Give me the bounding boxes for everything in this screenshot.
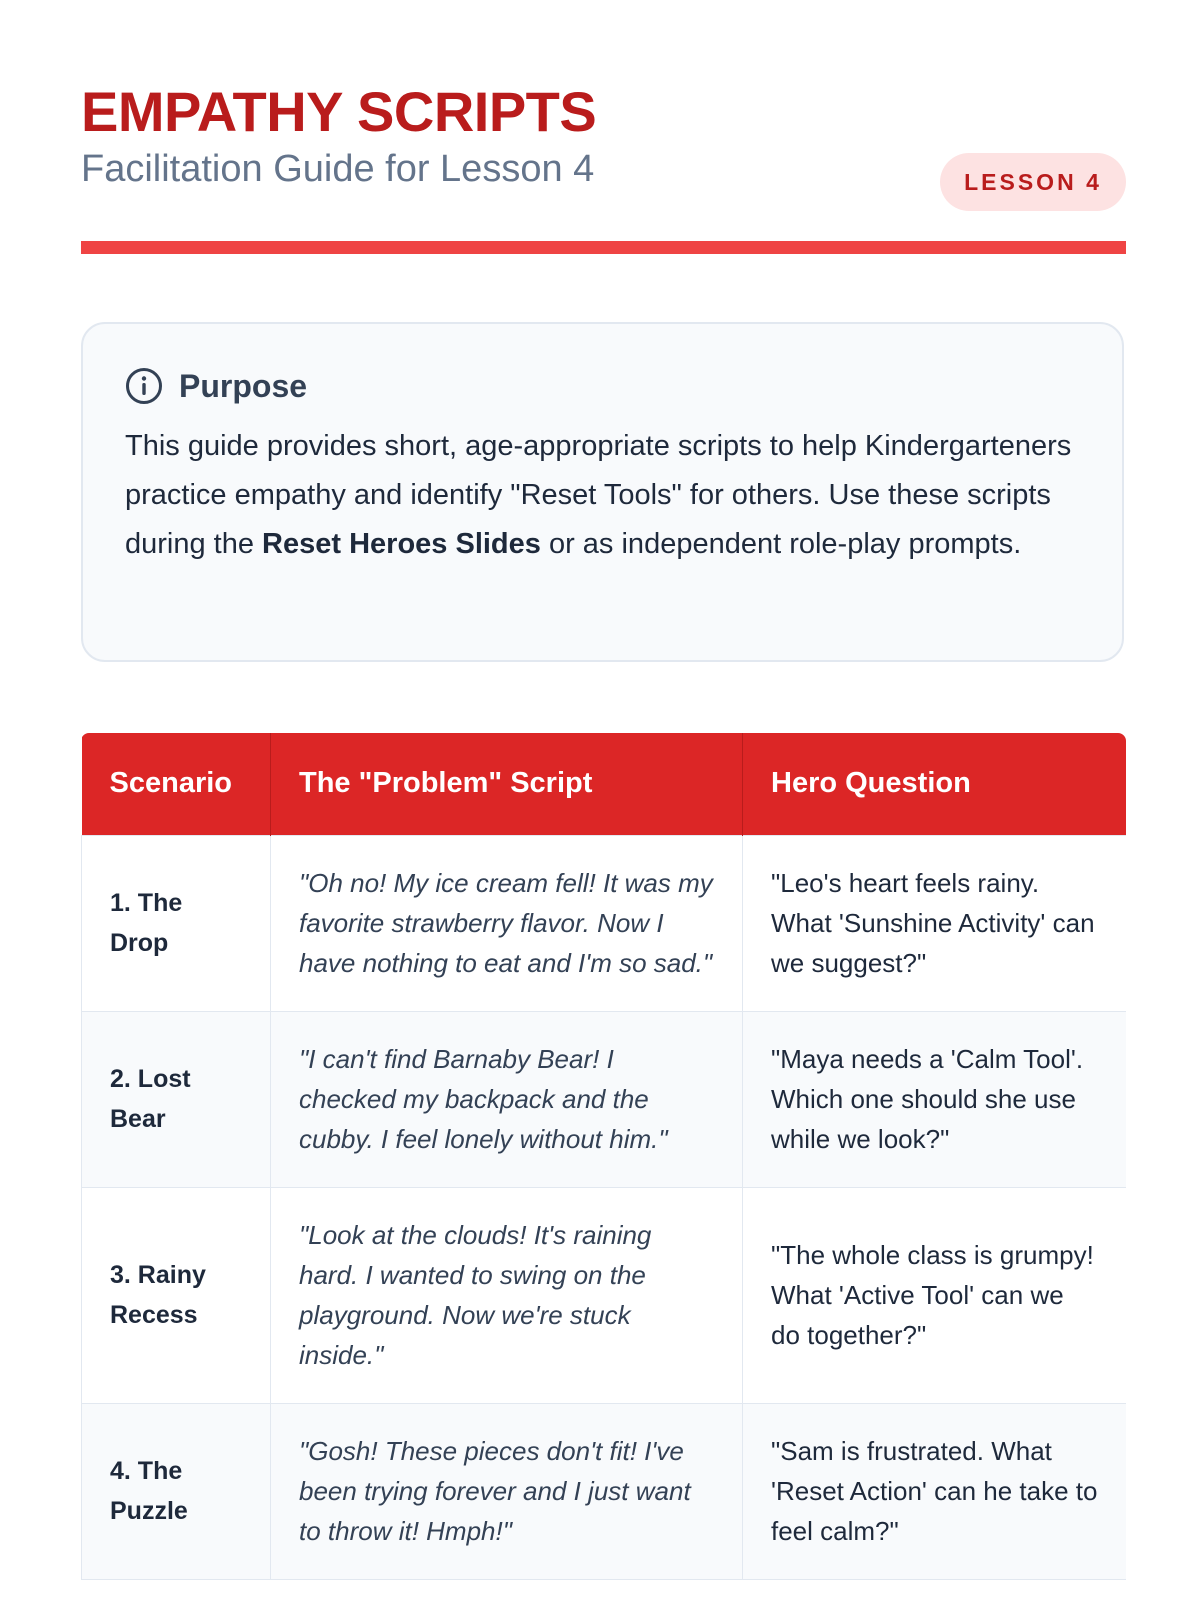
table-row bbox=[82, 1187, 1127, 1403]
purpose-card bbox=[81, 322, 1124, 662]
purpose-text-highlight: Reset Heroes Slides bbox=[262, 528, 541, 560]
question-cell: "Sam is frustrated. What 'Reset Action' can he take to feel calm?" bbox=[743, 1403, 1127, 1579]
header-divider bbox=[81, 241, 1126, 254]
script-cell: "Look at the clouds! It's raining hard. I wanted to swing on the playground. Now we're stuck inside." bbox=[271, 1187, 743, 1403]
purpose-text-start: This guide provides short, age-appropriate scripts to help Kindergarteners practice empathy and identify "Reset Tools" for others. Use these scripts during the bbox=[125, 430, 1072, 560]
script-cell: "I can't find Barnaby Bear! I checked my backpack and the cubby. I feel lonely without him." bbox=[271, 1011, 743, 1187]
scenario-cell: 1. The Drop bbox=[82, 835, 271, 1011]
scripts-table bbox=[81, 733, 1126, 1580]
page-title: EMPATHY SCRIPTS bbox=[81, 80, 597, 143]
column-header-scenario: Scenario bbox=[82, 733, 271, 835]
question-cell: "Leo's heart feels rainy. What 'Sunshine Activity' can we suggest?" bbox=[743, 835, 1127, 1011]
question-cell: "Maya needs a 'Calm Tool'. Which one should she use while we look?" bbox=[743, 1011, 1127, 1187]
scenario-cell: 3. Rainy Recess bbox=[82, 1187, 271, 1403]
purpose-header bbox=[125, 364, 1080, 408]
table-row bbox=[82, 835, 1127, 1011]
scenario-cell: 2. Lost Bear bbox=[82, 1011, 271, 1187]
page-subtitle: Facilitation Guide for Lesson 4 bbox=[81, 148, 595, 190]
script-cell: "Gosh! These pieces don't fit! I've been trying forever and I just want to throw it! Hmph!" bbox=[271, 1403, 743, 1579]
header bbox=[81, 80, 1126, 195]
question-cell: "The whole class is grumpy! What 'Active Tool' can we do together?" bbox=[743, 1187, 1127, 1403]
purpose-text bbox=[125, 422, 1080, 569]
table-row bbox=[82, 1403, 1127, 1579]
scripts-table-wrapper bbox=[81, 733, 1126, 1580]
info-icon bbox=[125, 367, 163, 405]
purpose-text-end: or as independent role-play prompts. bbox=[540, 528, 1022, 560]
table-row bbox=[82, 1011, 1127, 1187]
column-header-script: The "Problem" Script bbox=[271, 733, 743, 835]
lesson-badge: LESSON 4 bbox=[940, 153, 1126, 211]
script-cell: "Oh no! My ice cream fell! It was my favorite strawberry flavor. Now I have nothing to eat and I'm so sad." bbox=[271, 835, 743, 1011]
purpose-title: Purpose bbox=[179, 367, 308, 404]
scenario-cell: 4. The Puzzle bbox=[82, 1403, 271, 1579]
table-header-row bbox=[82, 733, 1127, 835]
column-header-question: Hero Question bbox=[743, 733, 1127, 835]
